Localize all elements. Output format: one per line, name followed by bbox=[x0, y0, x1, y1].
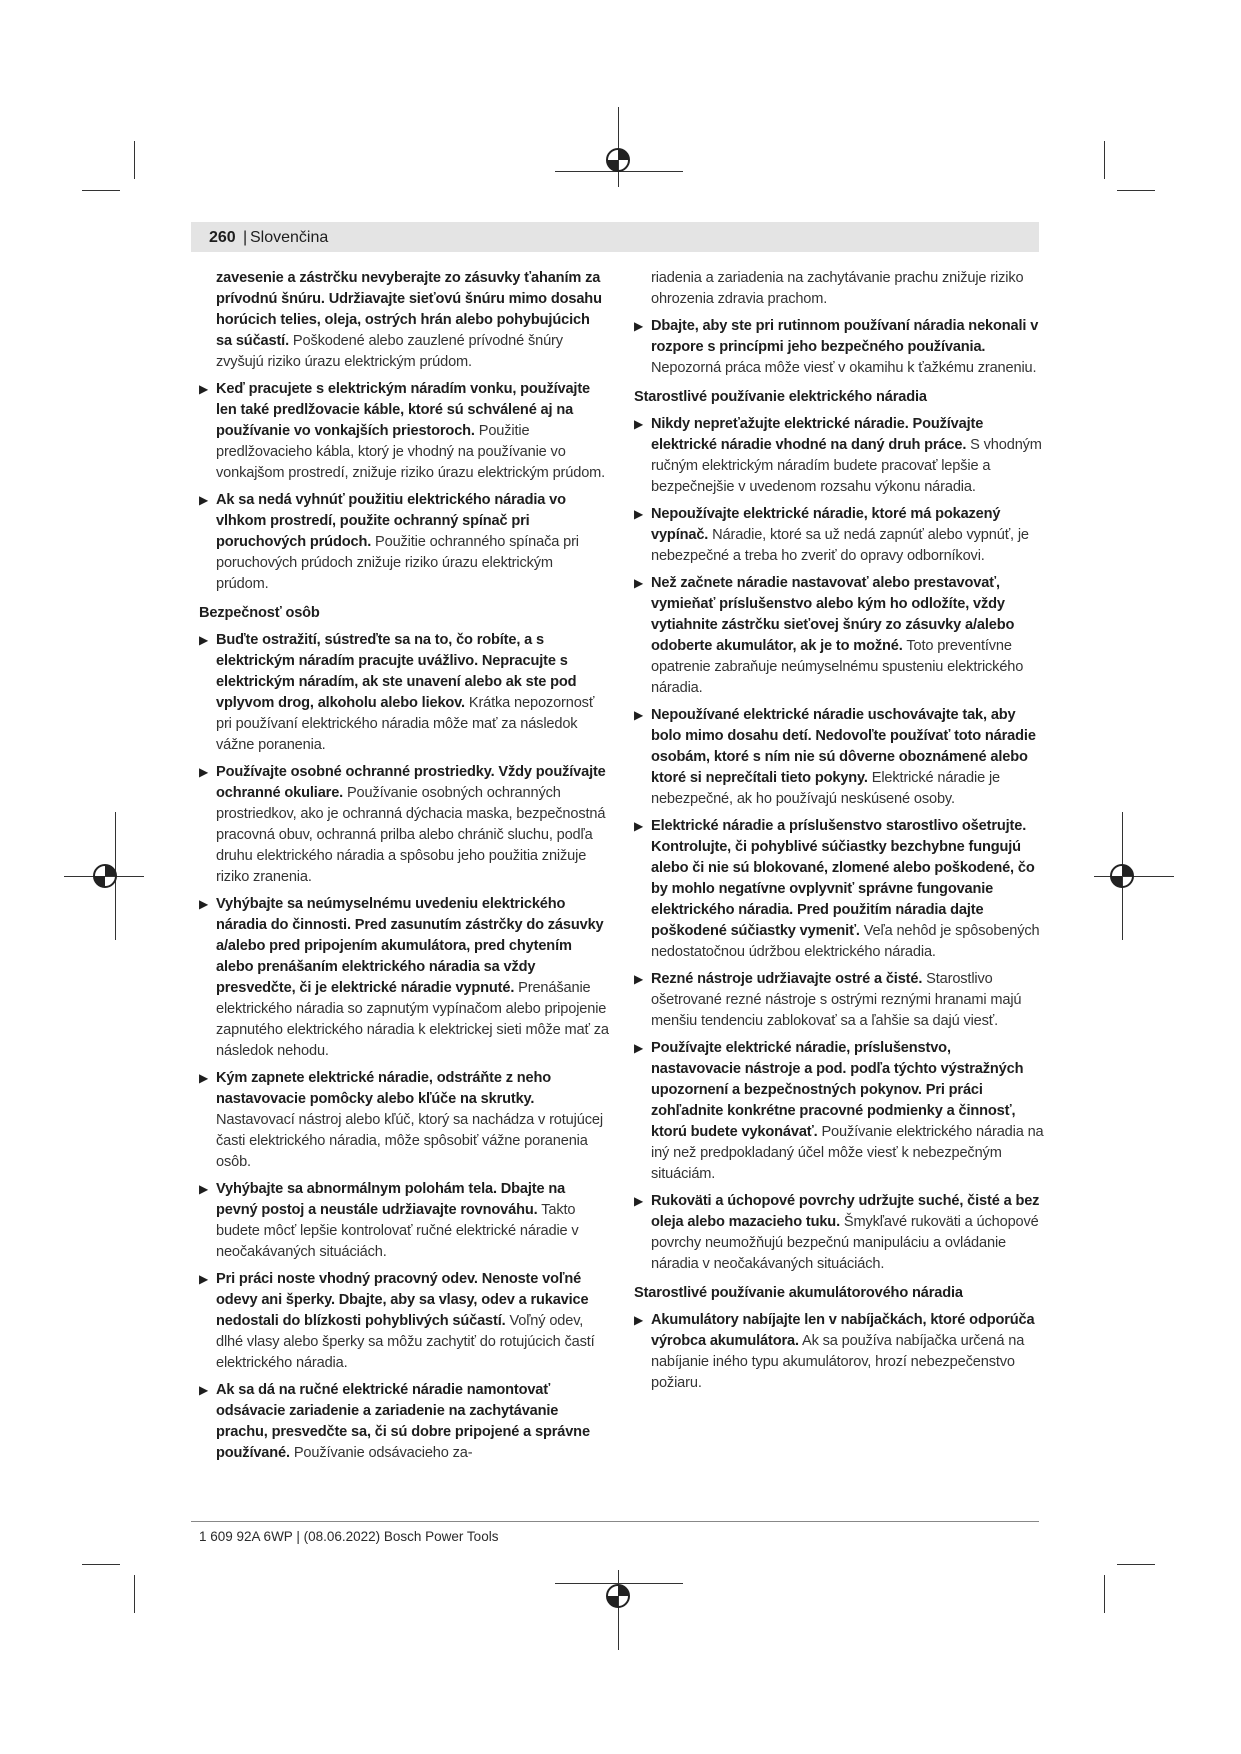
list-item: ▶ Buďte ostražití, sústreďte sa na to, čo robíte, a s elektrickým náradím pracujte uvážlivo. Nepracujte s elektrickým náradím, ak ste unavení alebo ak ste pod vplyvom drog, alkoholu alebo liekov. Krátka nepozornosť pri používaní elektrického náradia môže mať za následok vážne poranenia. bbox=[199, 632, 595, 753]
bullet-icon: ▶ bbox=[634, 819, 644, 833]
bullet-icon: ▶ bbox=[634, 708, 644, 722]
list-item: ▶ Vyhýbajte sa abnormálnym polohám tela. Dbajte na pevný postoj a neustále udržiavajte rovnováhu. Takto budete môcť lepšie kontrolovať ručné elektrické náradie v neočakávaných situáciách. bbox=[199, 1181, 579, 1260]
list-item: ▶ Nepoužívané elektrické náradie uschovávajte tak, aby bolo mimo dosahu detí. Nedovoľte používať toto náradie osobám, ktoré s ním nie sú dôverne oboznámené alebo ktoré si neprečítali tieto pokyny. Elektrické náradie je nebezpečné, ak ho používajú neskúsené osoby. bbox=[634, 707, 1036, 807]
list-item: ▶ Rukoväti a úchopové povrchy udržujte suché, čisté a bez oleja alebo mazacieho tuku. Šmykľavé rukoväti a úchopové povrchy neumožňujú bezpečnú manipuláciu a ovládanie náradia v neočakávaných situáciách. bbox=[634, 1193, 1040, 1272]
crop-mark-tr-v bbox=[1104, 141, 1105, 179]
list-item: ▶ Nepoužívajte elektrické náradie, ktoré má pokazený vypínač. Náradie, ktoré sa už nedá zapnúť alebo vypnúť, je nebezpečné a treba ho zveriť do opravy odborníkovi. bbox=[634, 506, 1029, 564]
right-column bbox=[634, 268, 1044, 1400]
list-item: ▶ Elektrické náradie a príslušenstvo starostlivo ošetrujte. Kontrolujte, či pohyblivé súčiastky bezchybne fungujú alebo či nie sú blokované, zlomené alebo poškodené, čo by mohlo negatívne ovplyvniť správne fungovanie elektrického náradia. Pred použitím náradia dajte poškodené súčiastky vymeniť. Veľa nehôd je spôsobených nedostatočnou údržbou elektrického náradia. bbox=[634, 818, 1040, 960]
bullet-icon: ▶ bbox=[634, 319, 644, 333]
list-item: ▶ Rezné nástroje udržiavajte ostré a čisté. Starostlivo ošetrované rezné nástroje s ostrými reznými hranami majú menšiu tendenciu zablokovať sa a ľahšie sa dajú viesť. bbox=[634, 971, 1022, 1029]
bullet-icon: ▶ bbox=[634, 1194, 644, 1208]
bullet-icon: ▶ bbox=[199, 1383, 209, 1397]
list-item: ▶ Ak sa dá na ručné elektrické náradie namontovať odsávacie zariadenie a zariadenie na zachytávanie prachu, presvedčte sa, či sú dobre pripojené a správne používané. Používanie odsávacieho za- bbox=[199, 1382, 590, 1461]
header-language: Slovenčina bbox=[250, 229, 329, 246]
bullet-icon: ▶ bbox=[199, 1071, 209, 1085]
list-item: ▶ Používajte elektrické náradie, príslušenstvo, nastavovacie nástroje a pod. podľa týchto výstražných upozornení a bezpečnostných pokynov. Pri práci zohľadnite konkrétne pracovné podmienky a činnosť, ktorú budete vykonávať. Používanie elektrického náradia na iný než predpokladaný účel môže viesť k nebezpečným situáciám. bbox=[634, 1040, 1044, 1182]
list-item: ▶ Používajte osobné ochranné prostriedky. Vždy používajte ochranné okuliare. Používanie osobných ochranných prostriedkov, ako je ochranná dýchacia maska, bezpečnostná pracovná obuv, ochranná prilba alebo chránič sluchu, podľa druhu elektrického náradia a spôsobu jeho použitia znižuje riziko zranenia. bbox=[199, 764, 606, 885]
list-item: ▶ Akumulátory nabíjajte len v nabíjačkách, ktoré odporúča výrobca akumulátora. Ak sa používa nabíjačka určená na nabíjanie iného typu akumulátorov, hrozí nebezpečenstvo požiaru. bbox=[634, 1312, 1035, 1391]
crop-mark-tr-h bbox=[1117, 190, 1155, 191]
intro-normal: Poškodené alebo zauzlené prívodné šnúry zvyšujú riziko úrazu elektrickým prúdom. bbox=[216, 333, 563, 370]
bullet-icon: ▶ bbox=[199, 633, 209, 647]
bullet-icon: ▶ bbox=[634, 1313, 644, 1327]
list-item: ▶ Než začnete náradie nastavovať alebo prestavovať, vymieňať príslušenstvo alebo kým ho odložíte, vždy vytiahnite zástrčku sieťovej šnúry zo zásuvky a/alebo odoberte akumulátor, ak je to možné. Toto preventívne opatrenie zabraňuje neúmyselnému spusteniu elektrického náradia. bbox=[634, 575, 1024, 696]
page-number: 260 bbox=[209, 229, 236, 246]
bullet-icon: ▶ bbox=[199, 493, 209, 507]
bullet-icon: ▶ bbox=[634, 1041, 644, 1055]
section-heading: Starostlivé používanie elektrického náradia bbox=[634, 389, 927, 405]
footer-divider bbox=[191, 1521, 1039, 1522]
list-item: ▶ Nikdy nepreťažujte elektrické náradie. Používajte elektrické náradie vhodné na daný druh práce. S vhodným ručným elektrickým náradím budete pracovať lepšie a bezpečnejšie v uvedenom rozsahu výkonu náradia. bbox=[634, 416, 1042, 495]
continuation-paragraph: riadenia a zariadenia na zachytávanie prachu znižuje riziko ohrozenia zdravia prachom. bbox=[651, 270, 1024, 307]
bullet-icon: ▶ bbox=[634, 507, 644, 521]
page-footer: 1 609 92A 6WP | (08.06.2022) Bosch Power Tools bbox=[199, 1529, 499, 1544]
crop-mark-tl-h bbox=[82, 190, 120, 191]
bullet-icon: ▶ bbox=[634, 972, 644, 986]
bullet-icon: ▶ bbox=[199, 1182, 209, 1196]
section-heading: Bezpečnosť osôb bbox=[199, 605, 320, 621]
bullet-icon: ▶ bbox=[199, 765, 209, 779]
list-item: ▶ Pri práci noste vhodný pracovný odev. Nenoste voľné odevy ani šperky. Dbajte, aby sa vlasy, odev a rukavice nedostali do blízkosti pohyblivých súčastí. Voľný odev, dlhé vlasy alebo šperky sa môžu zachytiť do rotujúcich častí elektrického náradia. bbox=[199, 1271, 595, 1371]
bullet-icon: ▶ bbox=[199, 897, 209, 911]
section-heading: Starostlivé používanie akumulátorového náradia bbox=[634, 1285, 963, 1301]
list-item: ▶ Vyhýbajte sa neúmyselnému uvedeniu elektrického náradia do činnosti. Pred zasunutím zástrčky do zásuvky a/alebo pred pripojením akumulátora, pred chytením alebo prenášaním elektrického náradia sa vždy presvedčte, či je elektrické náradie vypnuté. Prenášanie elektrického náradia so zapnutým vypínačom alebo pripojenie zapnutého elektrického náradia k elektrickej sieti môže mať za následok nehodu. bbox=[199, 896, 609, 1059]
registration-line-bottom-v bbox=[618, 1570, 619, 1650]
registration-target-icon bbox=[92, 863, 118, 889]
crop-mark-bl-h bbox=[82, 1564, 120, 1565]
bullet-icon: ▶ bbox=[199, 1272, 209, 1286]
registration-target-icon bbox=[605, 147, 631, 173]
intro-bold: zavesenie a zástrčku nevyberajte zo zásuvky ťahaním za prívodnú šnúru. Udržiavajte sieťovú šnúru mimo dosahu horúcich telies, oleja, ostrých hrán alebo pohybujúcich sa súčastí. bbox=[216, 270, 602, 349]
header-separator: | bbox=[243, 229, 248, 246]
bullet-icon: ▶ bbox=[634, 417, 644, 431]
left-column bbox=[199, 268, 609, 1470]
crop-mark-br-h bbox=[1117, 1564, 1155, 1565]
intro-paragraph bbox=[199, 268, 609, 373]
bullet-icon: ▶ bbox=[199, 382, 209, 396]
crop-mark-bl-v bbox=[134, 1575, 135, 1613]
list-item: ▶ Ak sa nedá vyhnúť použitiu elektrického náradia vo vlhkom prostredí, použite ochranný spínač pri poruchových prúdoch. Použitie ochranného spínača pri poruchových prúdoch znižuje riziko úrazu elektrickým prúdom. bbox=[199, 492, 579, 592]
crop-mark-br-v bbox=[1104, 1575, 1105, 1613]
list-item: ▶ Keď pracujete s elektrickým náradím vonku, používajte len také predlžovacie káble, ktoré sú schválené aj na používanie vo vonkajších priestoroch. Použitie predlžovacieho kábla, ktorý je vhodný na používanie vo vonkajšom prostredí, znižuje riziko úrazu elektrickým prúdom. bbox=[199, 381, 606, 481]
registration-target-icon bbox=[605, 1583, 631, 1609]
crop-mark-tl-v bbox=[134, 141, 135, 179]
registration-target-icon bbox=[1109, 863, 1135, 889]
list-item: ▶ Kým zapnete elektrické náradie, odstráňte z neho nastavovacie pomôcky alebo kľúče na skrutky. Nastavovací nástroj alebo kľúč, ktorý sa nachádza v rotujúcej časti elektrického náradia, môže spôsobiť vážne poranenia osôb. bbox=[199, 1070, 603, 1170]
list-item: ▶ Dbajte, aby ste pri rutinnom používaní náradia nekonali v rozpore s princípmi jeho bezpečného používania. Nepozorná práca môže viesť v okamihu k ťažkému zraneniu. bbox=[634, 318, 1039, 376]
bullet-icon: ▶ bbox=[634, 576, 644, 590]
